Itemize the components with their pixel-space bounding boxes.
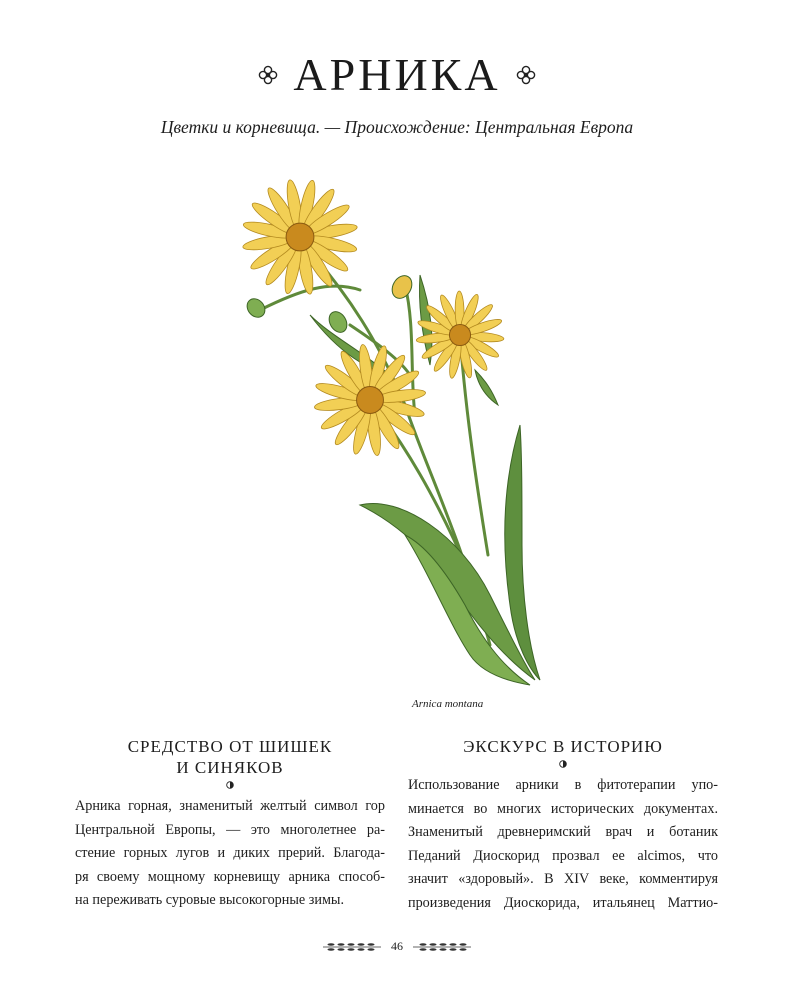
quatrefoil-icon — [515, 64, 537, 86]
flower-disc — [286, 223, 314, 251]
leaf-garland-icon — [411, 941, 473, 953]
body-line: Арника горная, знаменитый желтый символ гор — [75, 798, 385, 814]
section-history — [408, 736, 718, 915]
page-footer — [0, 939, 794, 954]
section-body — [75, 795, 385, 913]
figure-caption: Arnica montana — [412, 698, 484, 710]
title-text: АРНИКА — [293, 49, 501, 100]
heading-line: СРЕДСТВО ОТ ШИШЕК — [127, 737, 333, 756]
body-line: Знаменитый древнеримский врач и ботаник — [408, 824, 718, 840]
flower-head — [416, 291, 504, 379]
flower-disc — [357, 387, 384, 414]
flower-disc — [449, 324, 470, 345]
flower-head — [314, 344, 427, 457]
section-bruises — [75, 736, 385, 913]
subtitle: Цветки и корневища. — Происхождение: Центральная Европа — [160, 117, 634, 137]
arnica-illustration — [230, 175, 560, 695]
flower-head — [242, 179, 358, 295]
body-line: Педаний Диоскорид прозвал ее alcimos, что — [408, 847, 718, 864]
page-title — [0, 49, 794, 100]
body-line: значит «здоровый». В XIV веке, комментируя — [408, 871, 718, 887]
leaf-garland-icon — [321, 941, 383, 953]
section-body — [408, 774, 718, 915]
half-moon-icon — [226, 781, 234, 789]
body-line: произведения Диоскорида, итальянец Маттио- — [408, 894, 718, 911]
body-line: ря своему мощному корневищу арника способ- — [75, 868, 385, 885]
page-number: 46 — [391, 939, 403, 953]
body-line: на переживать суровые высокогорные зимы. — [75, 892, 344, 908]
heading-line: И СИНЯКОВ — [176, 758, 284, 777]
quatrefoil-icon — [257, 64, 279, 86]
section-heading — [75, 736, 385, 778]
half-moon-icon — [559, 760, 567, 768]
body-line: Использование арники в фитотерапии упо- — [408, 777, 718, 793]
section-heading — [408, 736, 718, 757]
heading-line: ЭКСКУРС В ИСТОРИЮ — [463, 737, 663, 756]
body-line: стение горных лугов и диких прерий. Благода- — [75, 845, 385, 861]
body-line: Центральной Европы, — это многолетнее ра- — [75, 821, 385, 838]
body-line: минается во многих исторических документах. — [408, 800, 718, 817]
